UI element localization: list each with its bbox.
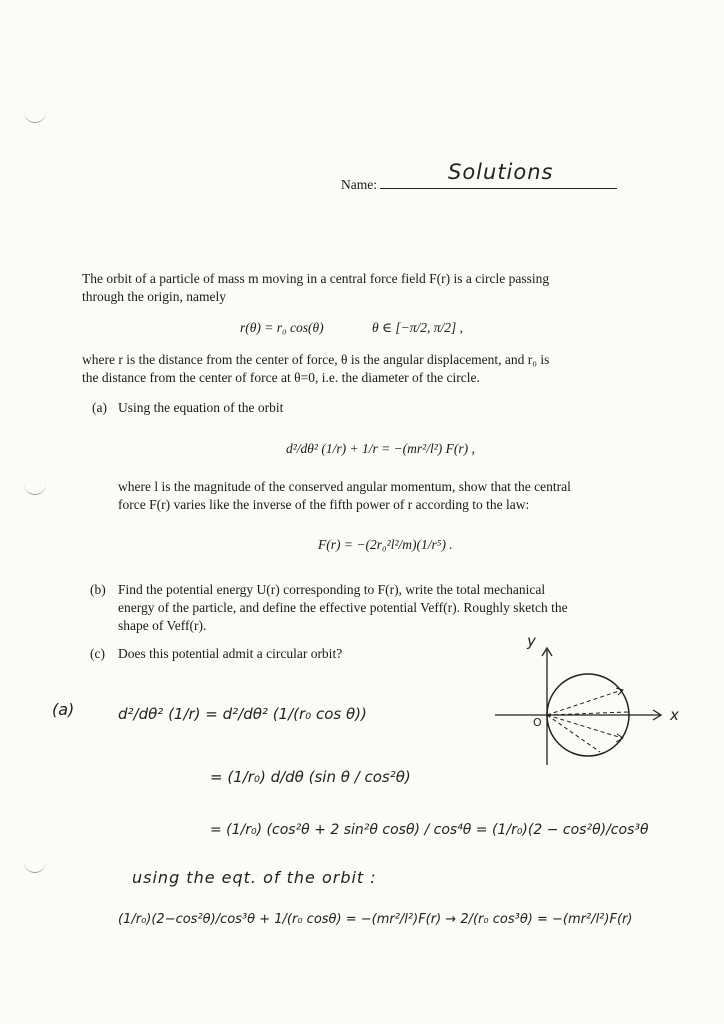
name-value: Solutions <box>448 160 554 184</box>
where-line-1: where r is the distance from the center of force, θ is the angular displacement, and r₀ is <box>82 352 550 367</box>
name-label: Name: <box>341 177 377 192</box>
part-a-text: Using the equation of the orbit <box>118 400 284 415</box>
orbit-sketch <box>490 640 690 770</box>
part-a-label: (a) <box>92 400 107 415</box>
part-b-line-3: shape of Veff(r). <box>118 618 207 633</box>
orbit-equation: r(θ) = r₀ cos(θ) <box>240 320 324 335</box>
part-b-line-2: energy of the particle, and define the effective potential Veff(r). Roughly sketch the <box>118 600 568 615</box>
using-orbit-text: using the eqt. of the orbit : <box>132 868 377 887</box>
solution-line-2: = (1/r₀) d/dθ (sin θ / cos²θ) <box>210 768 411 786</box>
solution-line-4: (1/r₀)(2−cos²θ)/cos³θ + 1/(r₀ cosθ) = −(mr²/l²)F(r) → 2/(r₀ cos³θ) = −(mr²/l²)F(r) <box>118 912 633 927</box>
where-line-2: the distance from the center of force at θ=0, i.e. the diameter of the circle. <box>82 370 480 385</box>
margin-mark <box>24 480 46 495</box>
margin-mark <box>24 108 46 123</box>
solution-line-3: = (1/r₀) (cos²θ + 2 sin²θ cosθ) / cos⁴θ = (1/r₀)(2 − cos²θ)/cos³θ <box>210 822 649 838</box>
binet-equation: d²/dθ² (1/r) + 1/r = −(mr²/l²) F(r) , <box>286 441 475 456</box>
intro-line-2: through the origin, namely <box>82 289 226 304</box>
force-law: F(r) = −(2r₀²l²/m)(1/r⁵) . <box>318 537 453 552</box>
sketch-x-label: x <box>670 706 679 724</box>
part-a-cont-2: force F(r) varies like the inverse of the fifth power of r according to the law: <box>118 497 530 512</box>
name-underline <box>380 188 617 189</box>
part-c-text: Does this potential admit a circular orbit? <box>118 646 343 661</box>
margin-mark <box>24 858 46 873</box>
solution-line-1: d²/dθ² (1/r) = d²/dθ² (1/(r₀ cos θ)) <box>118 705 367 723</box>
part-a-cont-1: where l is the magnitude of the conserved angular momentum, show that the central <box>118 479 571 494</box>
orbit-domain: θ ∈ [−π/2, π/2] , <box>372 320 464 335</box>
intro-line-1: The orbit of a particle of mass m moving in a central force field F(r) is a circle passing <box>82 271 550 286</box>
sketch-origin-label: O <box>533 716 542 729</box>
part-b-label: (b) <box>90 582 106 597</box>
sketch-y-label: y <box>527 632 536 650</box>
part-b-line-1: Find the potential energy U(r) corresponding to F(r), write the total mechanical <box>118 582 546 597</box>
part-c-label: (c) <box>90 646 105 661</box>
solution-label: (a) <box>52 700 75 719</box>
